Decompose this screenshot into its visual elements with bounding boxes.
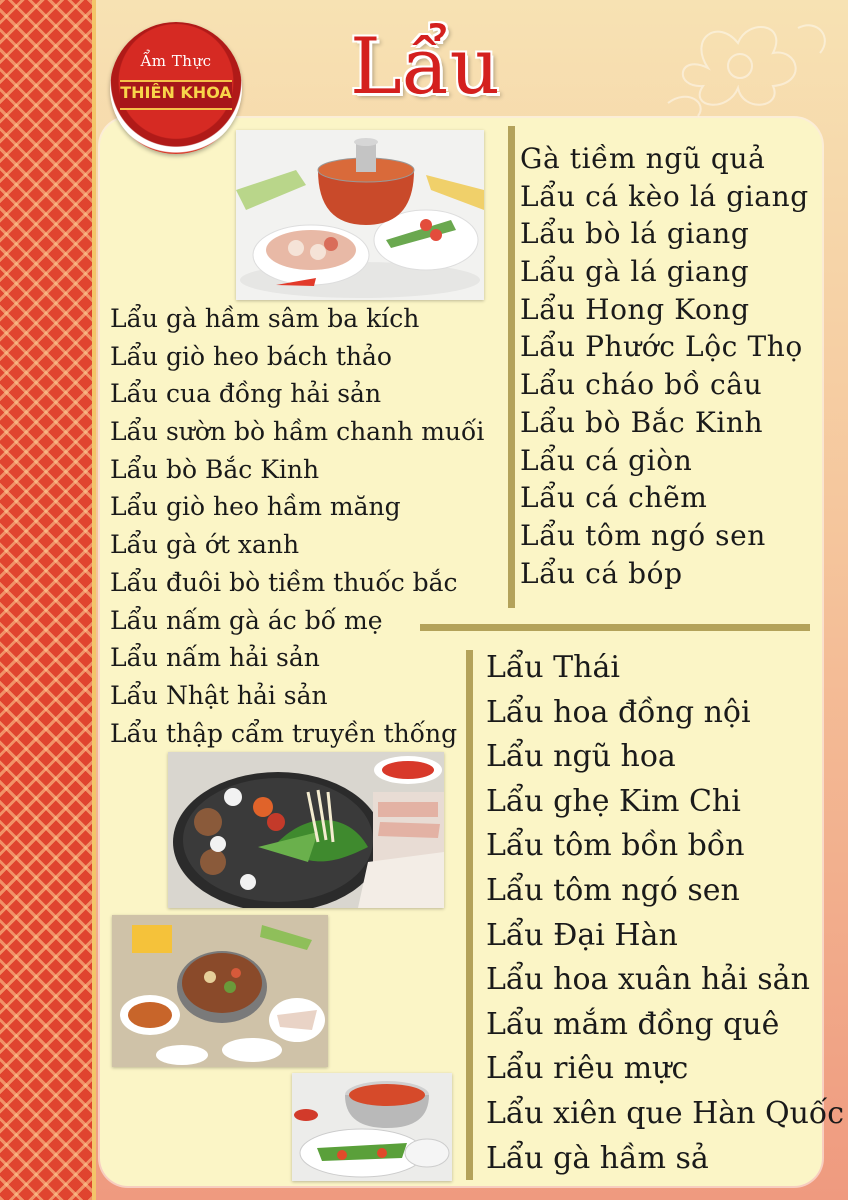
list-item: Lẩu cá chẽm (520, 481, 708, 515)
list-item: Lẩu bò lá giang (520, 217, 750, 251)
bottom-menu-list (486, 646, 844, 1181)
flower-decoration-icon (648, 8, 838, 118)
list-item: Lẩu giò heo bách thảo (110, 341, 392, 371)
list-item: Lẩu hoa đồng nội (486, 694, 751, 730)
list-item: Lẩu Thái (486, 650, 620, 685)
logo-line1: Ẩm Thực (140, 52, 212, 70)
list-item: Lẩu giò heo hầm măng (110, 492, 401, 522)
section-divider (420, 624, 810, 631)
list-item: Lẩu bò Bắc Kinh (520, 405, 764, 439)
list-item: Lẩu cháo bồ câu (520, 368, 763, 402)
right-list-divider (508, 126, 515, 608)
list-item: Lẩu ghẹ Kim Chi (486, 783, 741, 819)
list-item: Lẩu hoa xuân hải sản (486, 962, 810, 998)
list-item: Lẩu cá giòn (520, 443, 693, 477)
left-menu-list (110, 300, 484, 752)
list-item: Lẩu Nhật hải sản (110, 680, 328, 710)
list-item: Lẩu sườn bò hầm chanh muối (110, 417, 485, 447)
bowl-hotpot-photo (292, 1073, 452, 1181)
list-item: Lẩu tôm ngó sen (486, 872, 740, 908)
list-item: Lẩu cá bóp (520, 556, 683, 590)
list-item: Lẩu xiên que Hàn Quốc (486, 1095, 845, 1131)
decorative-border (0, 0, 96, 1200)
list-item: Lẩu mắm đồng quê (486, 1006, 780, 1042)
list-item: Lẩu cá kèo lá giang (520, 179, 809, 213)
list-item: Lẩu đuôi bò tiềm thuốc bắc (110, 567, 458, 597)
list-item: Lẩu Phước Lộc Thọ (520, 330, 803, 364)
hotpot-photo (236, 130, 484, 300)
seafood-hotpot-photo (112, 915, 328, 1067)
list-item: Lẩu gà hầm sâm ba kích (110, 304, 420, 333)
list-item: Lẩu nấm gà ác bố mẹ (110, 605, 383, 635)
brand-logo (110, 22, 242, 154)
page-title: Lẩu (350, 22, 500, 112)
logo-line2: THIÊN KHOA (120, 83, 232, 102)
list-item: Lẩu tôm bồn bồn (486, 828, 745, 864)
list-item: Lẩu gà lá giang (520, 255, 750, 289)
right-menu-list (520, 140, 809, 592)
list-item: Lẩu thập cẩm truyền thống (110, 718, 458, 748)
list-item: Lẩu nấm hải sản (110, 643, 320, 673)
list-item: Lẩu gà hầm sả (486, 1140, 709, 1176)
list-item: Lẩu tôm ngó sen (520, 518, 766, 552)
list-item: Gà tiềm ngũ quả (520, 142, 766, 175)
bottom-list-divider (466, 650, 473, 1180)
list-item: Lẩu gà ớt xanh (110, 530, 300, 560)
mushroom-hotpot-photo (168, 752, 444, 908)
list-item: Lẩu riêu mực (486, 1051, 689, 1087)
list-item: Lẩu Đại Hàn (486, 917, 678, 953)
list-item: Lẩu cua đồng hải sản (110, 379, 382, 409)
list-item: Lẩu Hong Kong (520, 292, 750, 326)
list-item: Lẩu ngũ hoa (486, 739, 676, 775)
list-item: Lẩu bò Bắc Kinh (110, 454, 320, 484)
